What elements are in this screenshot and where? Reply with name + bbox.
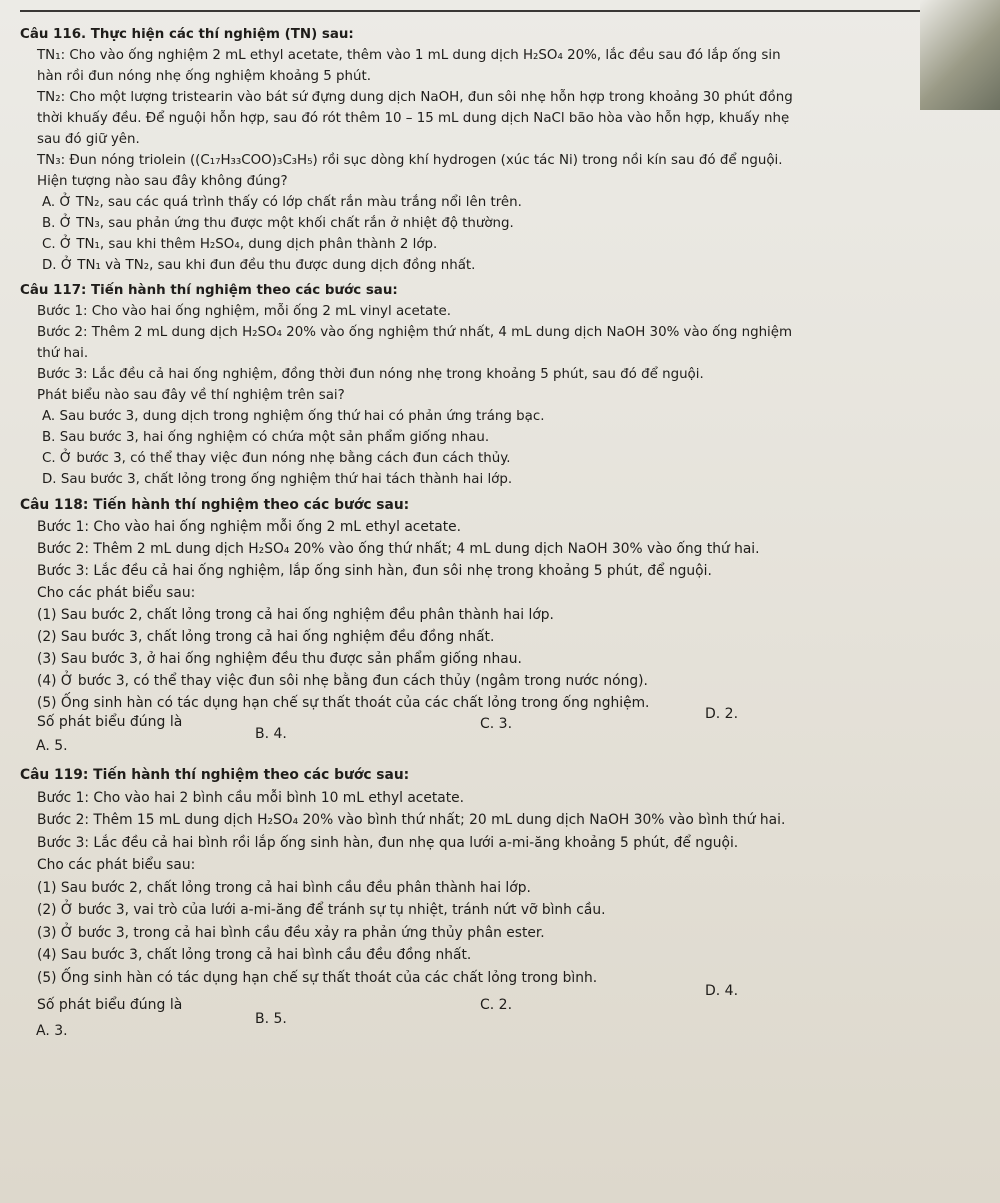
question-118 <box>20 494 980 760</box>
answer-option-b: B. 4. <box>255 726 287 742</box>
question-text-line: Bước 1: Cho vào hai 2 bình cầu mỗi bình 10 mL ethyl acetate. <box>37 789 465 806</box>
statement-1: (1) Sau bước 2, chất lỏng trong cả hai ống nghiệm đều phân thành hai lớp. <box>37 607 554 623</box>
answer-option-a: A. 3. <box>36 1023 68 1039</box>
question-text-line: Bước 2: Thêm 2 mL dung dịch H₂SO₄ 20% vào ống nghiệm thứ nhất, 4 mL dung dịch NaOH 30% vào ống nghiệm <box>37 325 793 340</box>
question-text-line: TN₂: Cho một lượng tristearin vào bát sứ đựng dung dịch NaOH, đun sôi nhẹ hỗn hợp trong khoảng 30 phút đồng <box>37 90 793 105</box>
statement-3: (3) Ở bước 3, trong cả hai bình cầu đều xảy ra phản ứng thủy phân ester. <box>37 924 545 941</box>
question-prompt: Số phát biểu đúng là <box>37 714 183 730</box>
question-title: Câu 117: Tiến hành thí nghiệm theo các bước sau: <box>20 283 398 298</box>
question-text-line: Bước 3: Lắc đều cả hai bình rồi lắp ống sinh hàn, đun nhẹ qua lưới a-mi-ăng khoảng 5 phút, để nguội. <box>37 834 739 851</box>
question-text-line: Cho các phát biểu sau: <box>37 857 196 873</box>
statement-4: (4) Sau bước 3, chất lỏng trong cả hai bình cầu đều đồng nhất. <box>37 947 472 963</box>
answer-option-d: D. 2. <box>705 706 739 722</box>
question-text-line: thời khuấy đều. Để nguội hỗn hợp, sau đó rót thêm 10 – 15 mL dung dịch NaCl bão hòa vào hỗn hợp, khuấy nhẹ <box>37 111 790 126</box>
question-title: Câu 119: Tiến hành thí nghiệm theo các bước sau: <box>20 767 410 783</box>
question-116 <box>20 24 980 276</box>
answer-option-c: C. 2. <box>480 997 513 1013</box>
question-prompt: Số phát biểu đúng là <box>37 997 183 1013</box>
statement-3: (3) Sau bước 3, ở hai ống nghiệm đều thu được sản phẩm giống nhau. <box>37 651 522 667</box>
answer-option-c: C. 3. <box>480 716 513 732</box>
statement-1: (1) Sau bước 2, chất lỏng trong cả hai bình cầu đều phân thành hai lớp. <box>37 879 531 896</box>
answer-option-c: C. Ở bước 3, có thể thay việc đun nóng nhẹ bằng cách đun cách thủy. <box>42 451 511 466</box>
answer-choices <box>20 706 980 760</box>
answer-option-a: A. Sau bước 3, dung dịch trong nghiệm ống thứ hai có phản ứng tráng bạc. <box>42 409 545 424</box>
top-rule <box>20 10 980 12</box>
question-text-line: Bước 2: Thêm 15 mL dung dịch H₂SO₄ 20% vào bình thứ nhất; 20 mL dung dịch NaOH 30% vào bình thứ hai. <box>37 812 786 828</box>
answer-option-d: D. 4. <box>705 983 739 999</box>
answer-option-b: B. Sau bước 3, hai ống nghiệm có chứa một sản phẩm giống nhau. <box>42 430 490 445</box>
exam-content <box>20 24 980 1039</box>
answer-option-a: A. Ở TN₂, sau các quá trình thấy có lớp chất rắn màu trắng nổi lên trên. <box>42 195 522 210</box>
statement-5: (5) Ống sinh hàn có tác dụng hạn chế sự thất thoát của các chất lỏng trong bình. <box>37 969 598 986</box>
question-text-line: Bước 2: Thêm 2 mL dung dịch H₂SO₄ 20% vào ống thứ nhất; 4 mL dung dịch NaOH 30% vào ống thứ hai. <box>37 541 760 557</box>
answer-option-d: D. Ở TN₁ và TN₂, sau khi đun đều thu được dung dịch đồng nhất. <box>42 258 476 273</box>
question-text-line: Bước 3: Lắc đều cả hai ống nghiệm, lắp ống sinh hàn, đun sôi nhẹ trong khoảng 5 phút, để nguội. <box>37 563 712 579</box>
question-text-line: thứ hai. <box>37 346 89 361</box>
statement-5: (5) Ống sinh hàn có tác dụng hạn chế sự thất thoát của các chất lỏng trong ống nghiệm. <box>37 695 650 711</box>
answer-option-b: B. 5. <box>255 1011 287 1027</box>
question-text-line: TN₃: Đun nóng triolein ((C₁₇H₃₃COO)₃C₃H₅) rồi sục dòng khí hydrogen (xúc tác Ni) trong nồi kín sau đó để nguội. <box>37 153 783 168</box>
answer-option-b: B. Ở TN₃, sau phản ứng thu được một khối chất rắn ở nhiệt độ thường. <box>42 216 514 231</box>
answer-choices <box>20 983 980 1039</box>
answer-option-d: D. Sau bước 3, chất lỏng trong ống nghiệm thứ hai tách thành hai lớp. <box>42 472 513 487</box>
statement-2: (2) Ở bước 3, vai trò của lưới a-mi-ăng để tránh sự tụ nhiệt, tránh nứt vỡ bình cầu. <box>37 902 606 918</box>
question-text-line: TN₁: Cho vào ống nghiệm 2 mL ethyl acetate, thêm vào 1 mL dung dịch H₂SO₄ 20%, lắc đều sau đó lắp ống sin <box>37 48 781 63</box>
statement-4: (4) Ở bước 3, có thể thay việc đun sôi nhẹ bằng đun cách thủy (ngâm trong nước nóng). <box>37 673 648 689</box>
question-117 <box>20 280 980 490</box>
statement-2: (2) Sau bước 3, chất lỏng trong cả hai ống nghiệm đều đồng nhất. <box>37 629 495 645</box>
question-text-line: Bước 1: Cho vào hai ống nghiệm, mỗi ống 2 mL vinyl acetate. <box>37 304 451 319</box>
question-text-line: sau đó giữ yên. <box>37 132 140 147</box>
question-title: Câu 118: Tiến hành thí nghiệm theo các bước sau: <box>20 497 410 513</box>
question-119 <box>20 764 980 1039</box>
answer-option-c: C. Ở TN₁, sau khi thêm H₂SO₄, dung dịch phân thành 2 lớp. <box>42 237 438 252</box>
question-text-line: Bước 3: Lắc đều cả hai ống nghiệm, đồng thời đun nóng nhẹ trong khoảng 5 phút, sau đó để nguội. <box>37 367 704 382</box>
question-text-line: Bước 1: Cho vào hai ống nghiệm mỗi ống 2 mL ethyl acetate. <box>37 519 462 535</box>
question-title: Câu 116. Thực hiện các thí nghiệm (TN) sau: <box>20 27 354 42</box>
question-text-line: Cho các phát biểu sau: <box>37 585 196 601</box>
question-text-line: hàn rồi đun nóng nhẹ ống nghiệm khoảng 5 phút. <box>37 69 372 84</box>
question-prompt: Hiện tượng nào sau đây không đúng? <box>37 174 288 189</box>
answer-option-a: A. 5. <box>36 738 68 754</box>
question-prompt: Phát biểu nào sau đây về thí nghiệm trên sai? <box>37 388 345 403</box>
